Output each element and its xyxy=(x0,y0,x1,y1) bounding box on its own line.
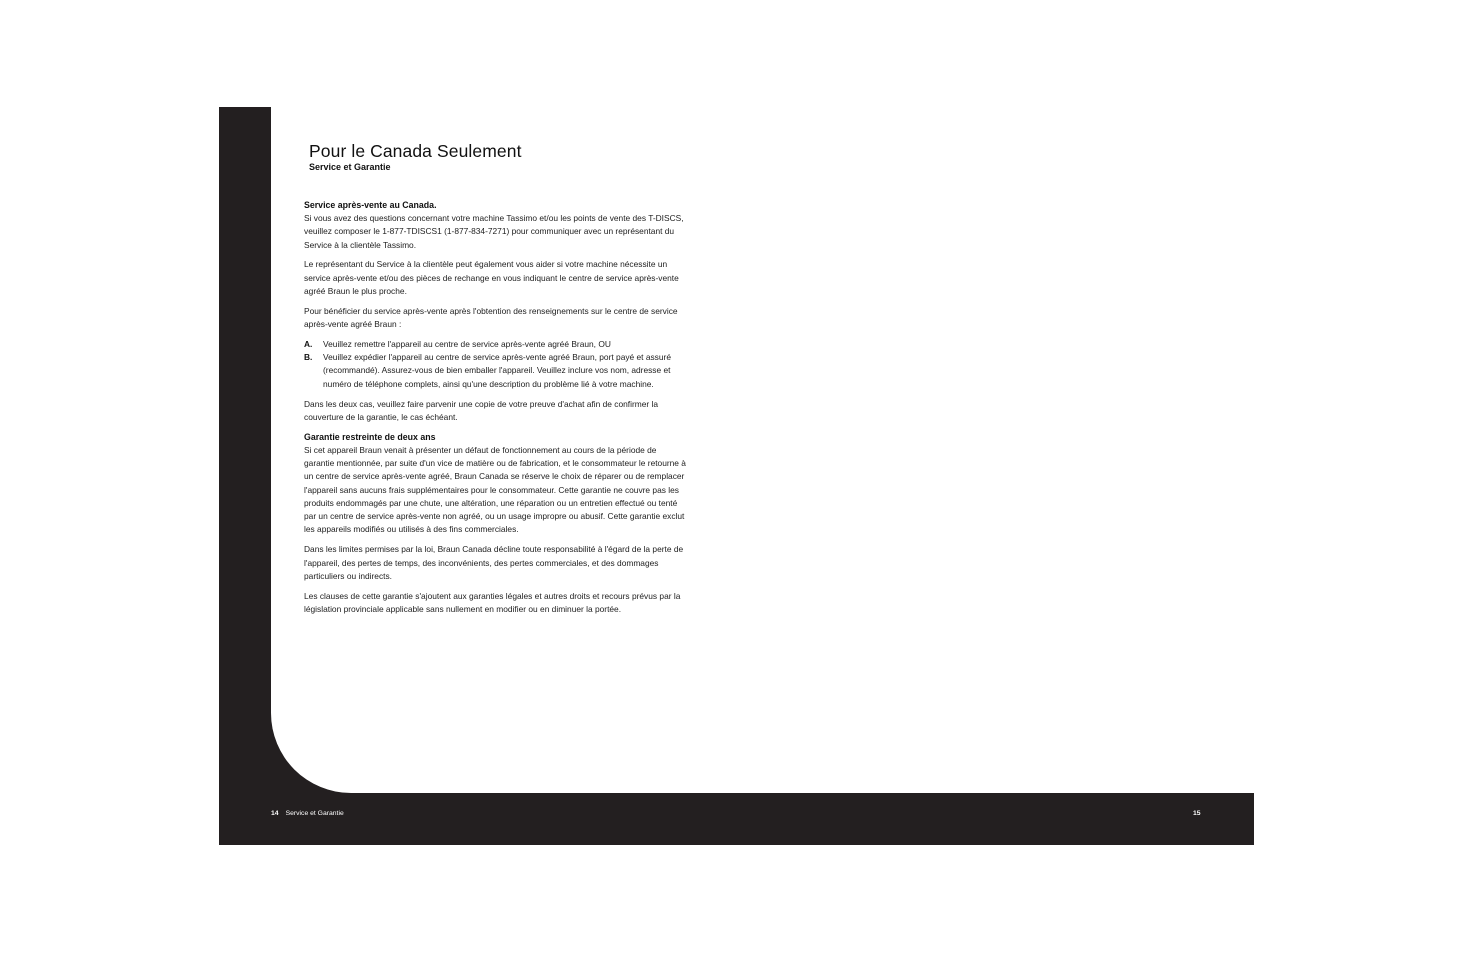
service-options-list xyxy=(304,338,688,391)
footer-left xyxy=(271,810,344,817)
footer-section-title: Service et Garantie xyxy=(285,810,344,817)
service-paragraph-representative: Le représentant du Service à la clientèle peut également vous aider si votre machine nécessite un service après-vente et/ou des pièces de rechange en vous indiquant le centre de service après-vente agréé Braun le plus proche. xyxy=(304,259,679,296)
left-page-number: 14 xyxy=(271,810,279,817)
list-item xyxy=(304,338,688,351)
service-paragraph-proof: Dans les deux cas, veuillez faire parvenir une copie de votre preuve d'achat afin de confirmer la couverture de la garantie, le cas échéant. xyxy=(304,398,659,422)
list-marker: A. xyxy=(304,338,313,349)
warranty-paragraph-coverage: Si cet appareil Braun venait à présenter un défaut de fonctionnement au cours de la période de garantie mentionnée, par suite d'un vice de matière ou de fabrication, et le consommateur le retourne à un centre de service après-vente agréé, Braun Canada se réserve le choix de réparer ou de remplacer l'appareil sans aucuns frais supplémentaires pour le consommateur. Cette garantie ne couvre pas les produits endommagés par une chute, une altération, une réparation ou un entretien effectué ou tenté par un centre de service après-vente non agréé, ou un usage impropre ou abusif. Cette garantie exclut les appareils modifiés ou utilisés à des fins commerciales. xyxy=(304,444,686,535)
right-page-number: 15 xyxy=(1193,810,1201,817)
page-frame-left-bar xyxy=(219,107,271,845)
list-marker: B. xyxy=(304,352,313,363)
service-paragraph-contact: Si vous avez des questions concernant votre machine Tassimo et/ou les points de vente des T-DISCS, veuillez composer le 1-877-TDISCS1 (1-877-834-7271) pour communiquer avec un représentant du Service à la clientèle Tassimo. xyxy=(304,213,684,250)
warranty-paragraph-legal: Les clauses de cette garantie s'ajoutent aux garanties légales et autres droits et recours prévus par la législation provinciale applicable sans nullement en modifier ou en diminuer la portée. xyxy=(304,590,681,614)
list-item xyxy=(304,351,688,391)
service-paragraph-instructions: Pour bénéficier du service après-vente après l'obtention des renseignements sur le centre de service après-vente agréé Braun : xyxy=(304,305,678,330)
document-body xyxy=(304,199,688,623)
list-item-text: Veuillez expédier l'appareil au centre de service après-vente agréé Braun, port payé et assuré (recommandé). Assurez-vous de bien emballer l'appareil. Veuillez inclure vos nom, adresse et numéro de téléphone complets, ainsi qu'une description du problème lié à votre machine. xyxy=(323,352,671,389)
page-frame-corner-curve xyxy=(271,713,351,793)
list-item-text: Veuillez remettre l'appareil au centre de service après-vente agréé Braun, OU xyxy=(323,338,611,349)
warranty-heading: Garantie restreinte de deux ans xyxy=(304,431,436,442)
warranty-paragraph-liability: Dans les limites permises par la loi, Braun Canada décline toute responsabilité à l'égard de la perte de l'appareil, des pertes de temps, des inconvénients, des pertes commerciales, et des dommages particuliers ou indirects. xyxy=(304,544,684,581)
page-title: Pour le Canada Seulement xyxy=(309,141,522,161)
page-frame-footer-bar xyxy=(219,793,1254,845)
service-heading: Service après-vente au Canada. xyxy=(304,200,437,210)
page-subtitle: Service et Garantie xyxy=(309,162,391,172)
